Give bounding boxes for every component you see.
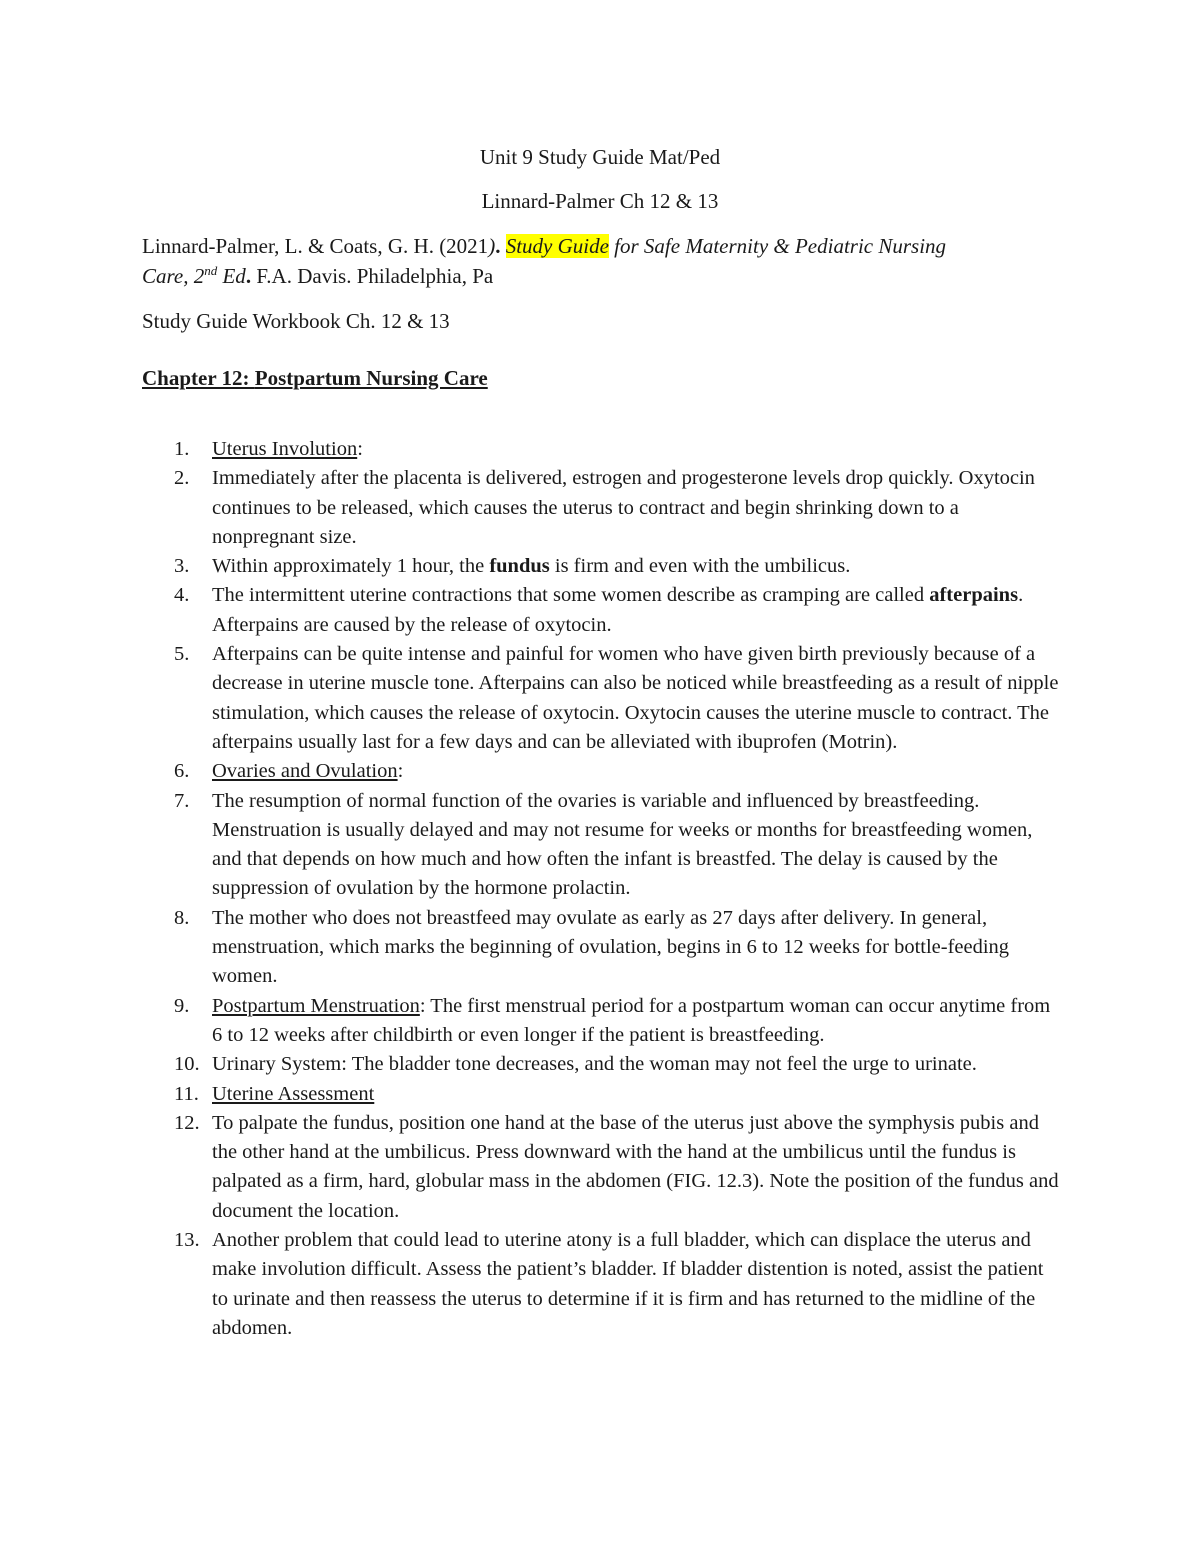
item-number: 3.	[174, 555, 190, 578]
document-subtitle: Linnard-Palmer Ch 12 & 13	[481, 189, 719, 213]
item-text: Immediately after the placenta is delivered, estrogen and progesterone levels drop quickly. Oxytocin continues to be released, which causes the uterus to contract and begin shrinking down to a nonpregnant size.	[212, 467, 1035, 548]
citation-care: Care, 2	[142, 264, 205, 288]
item-number: 1.	[174, 438, 190, 460]
item-number: 9.	[174, 994, 190, 1017]
item-text: The mother who does not breastfeed may ovulate as early as 27 days after delivery. In general, menstruation, which marks the beginning of ovulation, begins in 6 to 12 weeks for bottle-feeding women.	[212, 906, 1010, 988]
citation-period: .	[495, 234, 506, 258]
citation-superscript: nd	[204, 263, 218, 278]
item-bold-term: fundus	[489, 555, 550, 578]
item-text: :	[397, 760, 404, 783]
item-text: Afterpains can be quite intense and painful for women who have given birth previously because of a decrease in uterine muscle tone. Afterpains can also be noticed while breastfeeding as a result of nipple stimulation, which causes the release of oxytocin. Oxytocin causes the uterine muscle to contract. The afterpains usually last for a few days and can be alleviated with ibuprofen (Motrin).	[212, 643, 1059, 753]
item-text: Urinary System: The bladder tone decreases, and the woman may not feel the urge to urinate.	[212, 1053, 977, 1076]
item-text: Another problem that could lead to uterine atony is a full bladder, which can displace the uterus and make involution difficult. Assess the patient’s bladder. If bladder distention is noted, assist the patient to urinate and then reassess the uterus to determine if it is firm and has returned to the midline of the abdomen.	[212, 1229, 1044, 1339]
item-number: 8.	[174, 906, 190, 929]
study-list	[142, 435, 1062, 1343]
list-item	[142, 757, 1062, 786]
list-item	[142, 552, 1062, 581]
list-item	[142, 1226, 1062, 1343]
citation-edition: Ed	[217, 264, 246, 288]
citation-highlight: Study Guide	[505, 234, 609, 258]
citation-title-rest: for Safe Maternity & Pediatric Nursing	[608, 234, 947, 258]
citation-dot: .	[245, 264, 257, 288]
item-number: 7.	[174, 789, 190, 812]
item-number: 11.	[174, 1082, 199, 1105]
item-number: 13.	[174, 1229, 200, 1252]
item-number: 10.	[174, 1053, 200, 1076]
list-item	[142, 435, 1062, 464]
list-item	[142, 581, 1062, 640]
list-item	[142, 464, 1062, 552]
item-text-before: The intermittent uterine contractions that some women describe as cramping are called	[212, 584, 930, 607]
item-text: To palpate the fundus, position one hand at the base of the uterus just above the symphysis pubis and the other hand at the umbilicus. Press downward with the hand at the umbilicus until the fundus is palpated as a firm, hard, globular mass in the abdomen (FIG. 12.3). Note the position of the fundus and document the location.	[212, 1111, 1059, 1222]
citation-authors: Linnard-Palmer, L. & Coats, G. H. (2021	[142, 234, 489, 258]
item-text: :	[357, 438, 363, 460]
item-number: 12.	[174, 1111, 200, 1134]
item-number: 2.	[174, 467, 190, 490]
item-heading: Uterine Assessment	[212, 1082, 375, 1105]
citation-paren: )	[488, 234, 496, 258]
chapter-heading	[142, 364, 488, 392]
chapter-title: Postpartum Nursing Care	[254, 366, 488, 390]
workbook-line: Study Guide Workbook Ch. 12 & 13	[142, 309, 450, 333]
item-heading: Postpartum Menstruation	[212, 994, 420, 1017]
chapter-label: Chapter 12:	[142, 366, 255, 390]
citation-line-2	[142, 261, 1062, 291]
list-item	[142, 992, 1062, 1051]
document-title: Unit 9 Study Guide Mat/Ped	[479, 145, 721, 169]
item-number: 5.	[174, 643, 190, 666]
item-text: : The first menstrual period for a postpartum woman can occur anytime from 6 to 12 weeks after childbirth or even longer if the patient is breastfeeding.	[212, 994, 1051, 1046]
item-text-after: is firm and even with the umbilicus.	[549, 555, 851, 578]
item-text: The resumption of normal function of the ovaries is variable and influenced by breastfeeding. Menstruation is usually delayed and may not resume for weeks or months for breastfeeding women, and that depends on how much and how often the infant is breastfed. The delay is caused by the suppression of ovulation by the hormone prolactin.	[212, 789, 1033, 900]
citation-line-1	[142, 231, 1062, 261]
list-item	[142, 904, 1062, 992]
list-item	[142, 1050, 1062, 1079]
item-number: 6.	[174, 760, 190, 783]
item-heading: Ovaries and Ovulation	[212, 760, 398, 783]
item-bold-term: afterpains	[929, 584, 1019, 607]
list-item	[142, 1080, 1062, 1109]
list-item	[142, 1109, 1062, 1226]
item-text-after: . Afterpains are caused by the release of oxytocin.	[212, 584, 1024, 636]
list-item	[142, 640, 1062, 757]
citation-publisher: F.A. Davis. Philadelphia, Pa	[256, 264, 494, 288]
item-heading: Uterus Involution	[212, 438, 358, 460]
item-number: 4.	[174, 584, 190, 607]
item-text-before: Within approximately 1 hour, the	[212, 555, 490, 578]
list-item	[142, 787, 1062, 904]
